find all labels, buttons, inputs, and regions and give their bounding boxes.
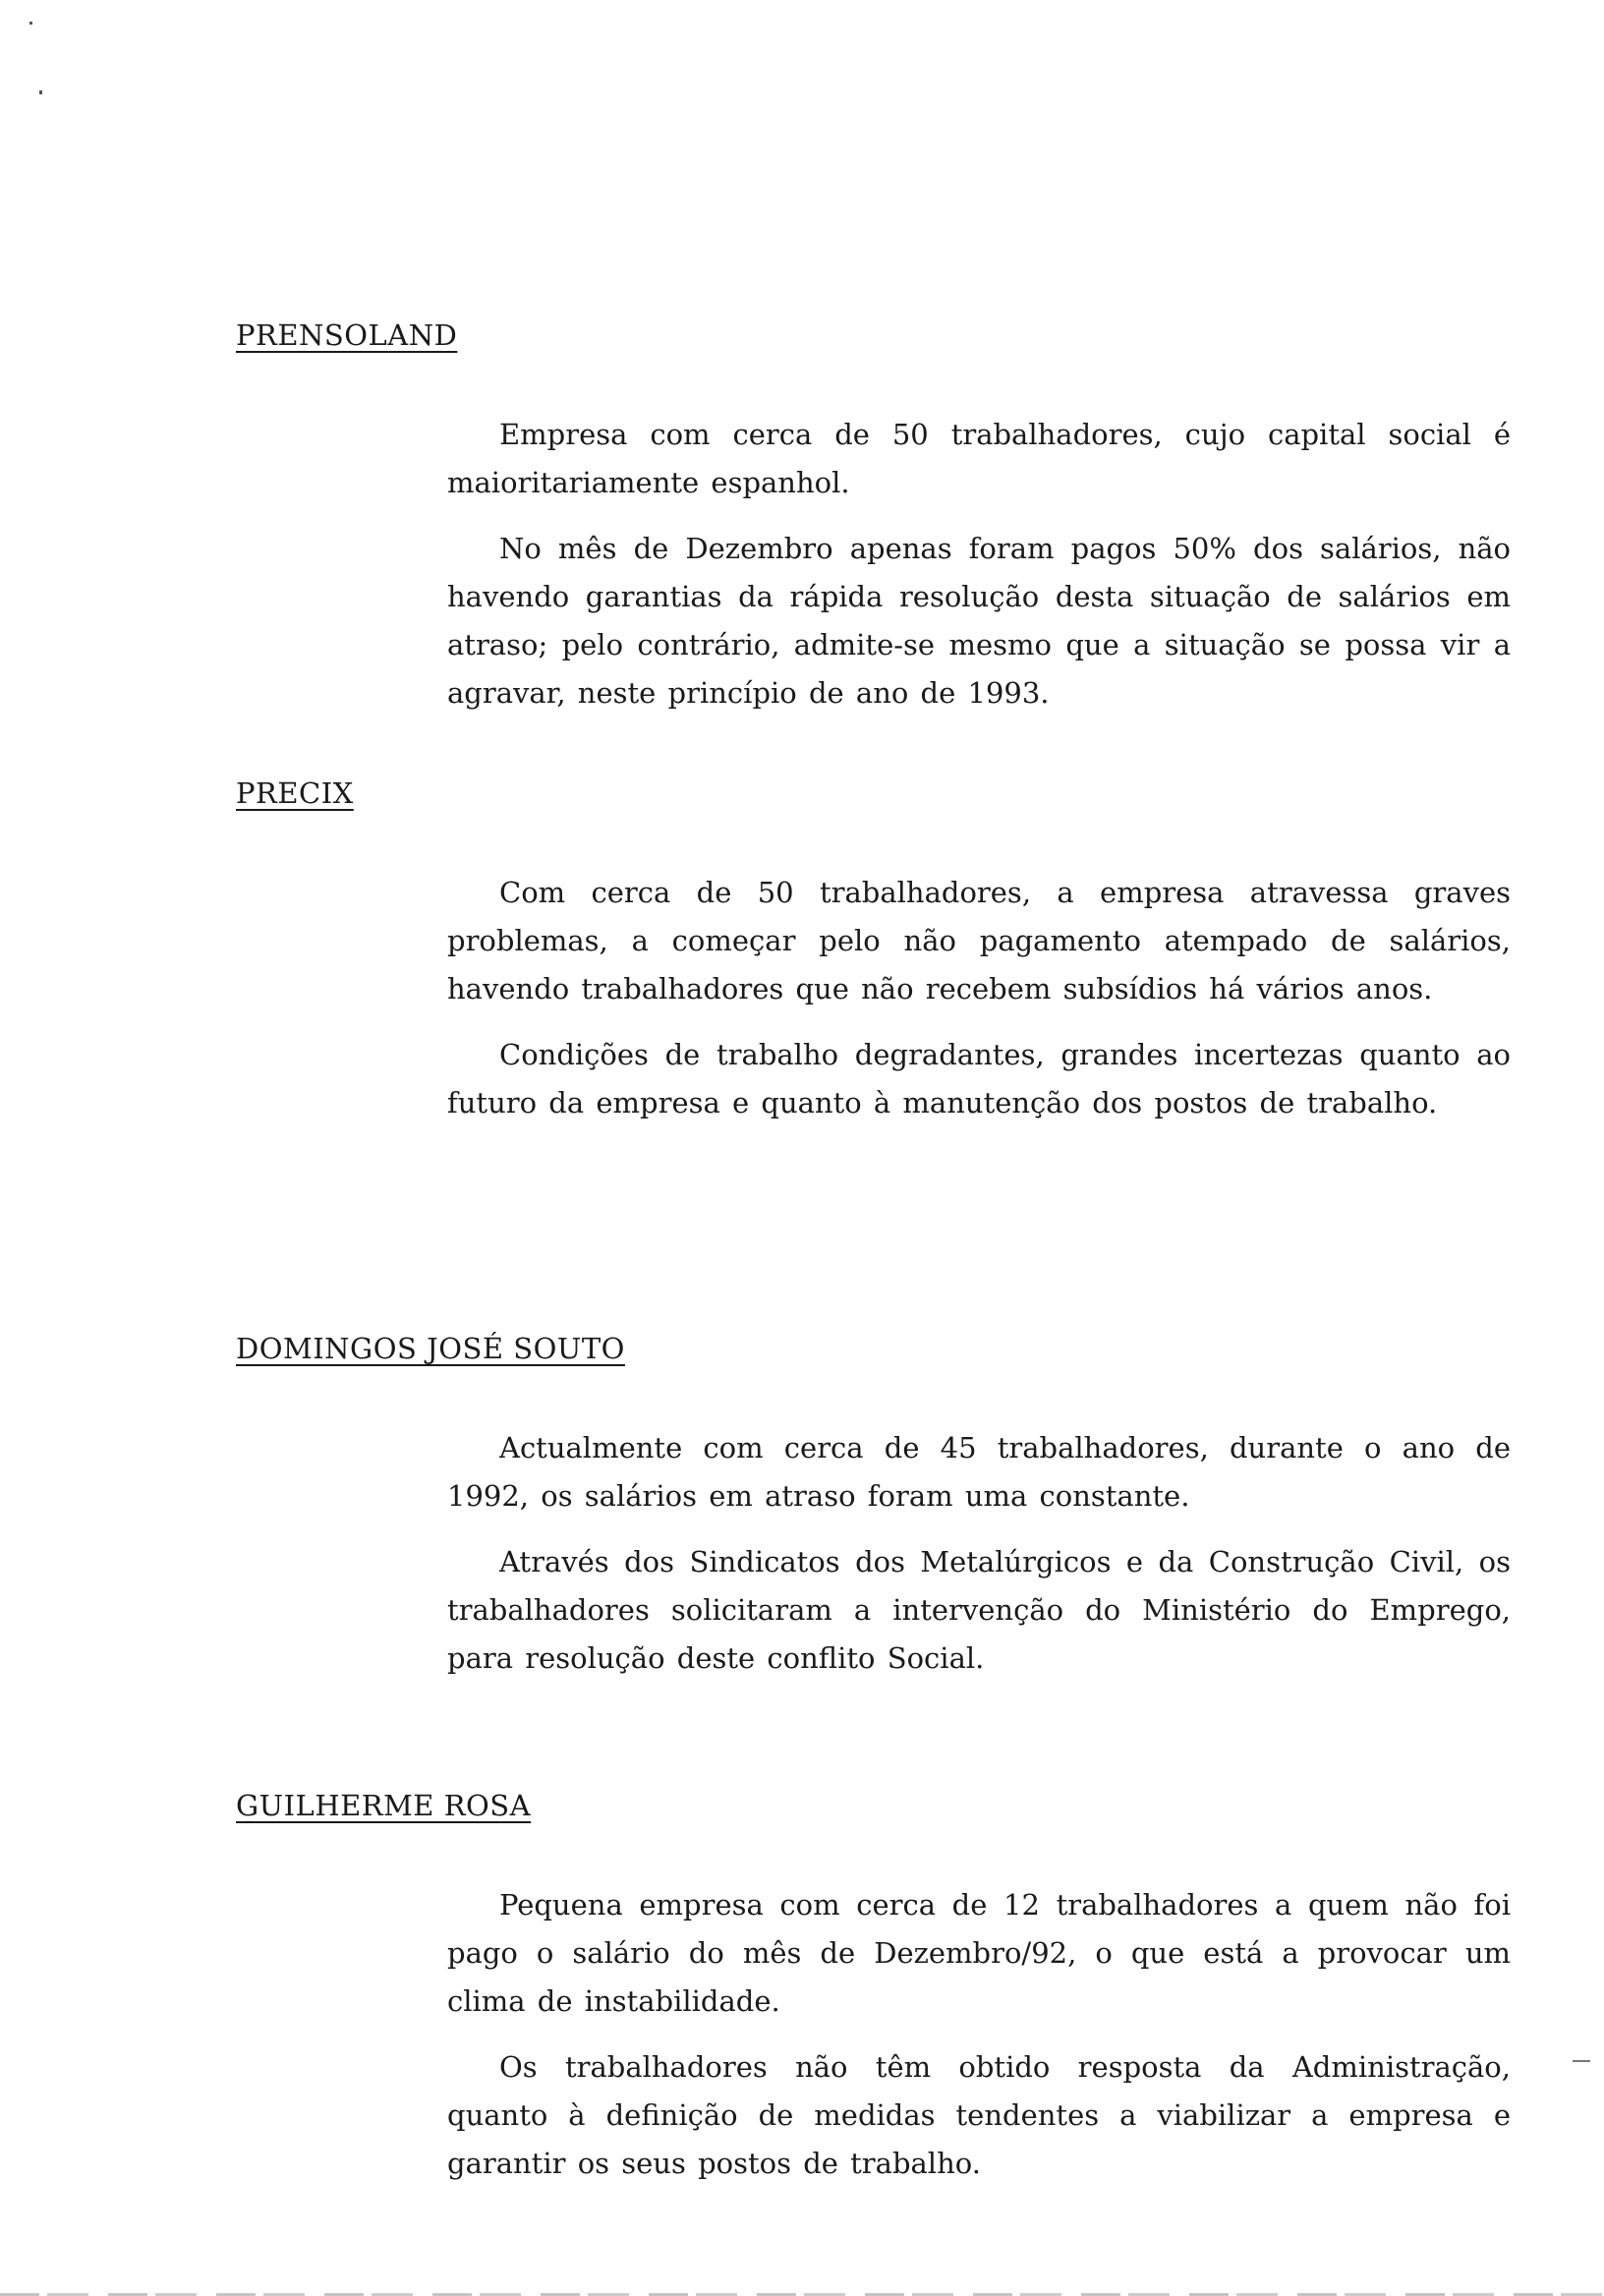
paragraph: Empresa com cerca de 50 trabalhadores, cujo capital social é maioritariamente espanhol. <box>447 418 1511 499</box>
section-body-domingos-jose-souto <box>447 1424 1511 1700</box>
section-heading-prensoland: PRENSOLAND <box>236 318 458 352</box>
section-body-precix <box>447 869 1511 1145</box>
paragraph: No mês de Dezembro apenas foram pagos 50% dos salários, não havendo garantias da rápida resolução desta situação de salários em atraso; pelo contrário, admite-se mesmo que a situação se possa vir a agravar, neste princípio de ano de 1993. <box>447 532 1511 710</box>
section-body-prensoland <box>447 411 1511 735</box>
paragraph: Com cerca de 50 trabalhadores, a empresa atravessa graves problemas, a começar pelo não pagamento atempado de salários, havendo trabalhadores que não recebem subsídios há vários anos. <box>447 876 1511 1005</box>
scan-speck <box>39 90 42 94</box>
paragraph: Actualmente com cerca de 45 trabalhadores, durante o ano de 1992, os salários em atraso foram uma constante. <box>447 1431 1511 1513</box>
section-body-guilherme-rosa <box>447 1881 1511 2206</box>
scan-dash <box>1573 2060 1590 2062</box>
paragraph: Os trabalhadores não têm obtido resposta da Administração, quanto à definição de medidas tendentes a viabilizar a empresa e garantir os seus postos de trabalho. <box>447 2050 1511 2180</box>
paragraph: Pequena empresa com cerca de 12 trabalhadores a quem não foi pago o salário do mês de Dezembro/92, o que está a provocar um clima de instabilidade. <box>447 1888 1511 2018</box>
scan-speck <box>29 22 32 25</box>
paragraph: Através dos Sindicatos dos Metalúrgicos e da Construção Civil, os trabalhadores solicitaram a intervenção do Ministério do Emprego, para resolução deste conflito Social. <box>447 1545 1511 1675</box>
section-heading-precix: PRECIX <box>236 776 354 810</box>
paragraph: Condições de trabalho degradantes, grandes incertezas quanto ao futuro da empresa e quanto à manutenção dos postos de trabalho. <box>447 1038 1511 1119</box>
section-heading-guilherme-rosa: GUILHERME ROSA <box>236 1789 532 1822</box>
section-heading-domingos-jose-souto: DOMINGOS JOSÉ SOUTO <box>236 1332 625 1365</box>
